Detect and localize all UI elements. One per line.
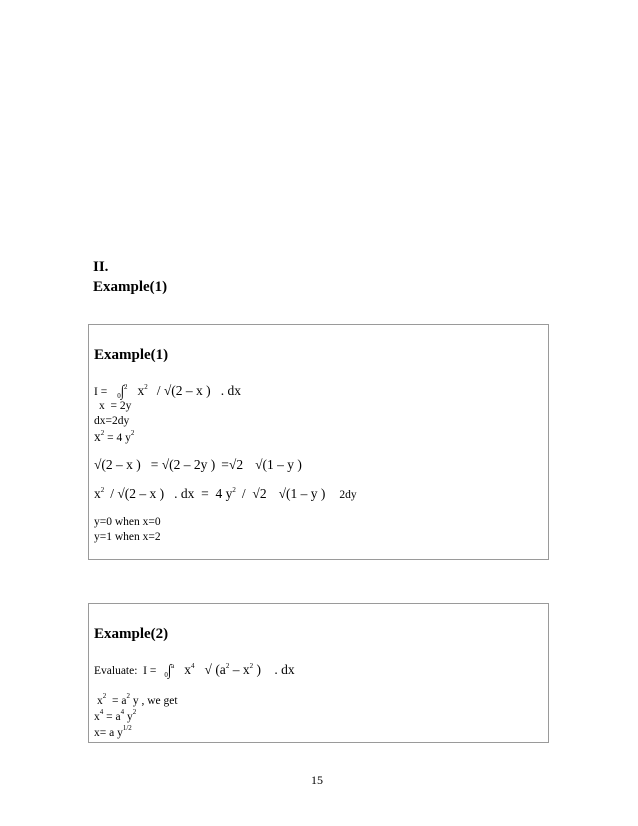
x-squared-line: $x^2 = 4$ $y^2$ — [94, 429, 135, 444]
evaluate-expression: Evaluate: I = $_0$∫$^a$ $x^4$ √ ($a^2 - x^2$ ) . dx — [94, 660, 295, 679]
differential-line: dx=2dy — [94, 415, 130, 427]
integral-sign: ∫ — [120, 381, 124, 400]
integral-expression: I = $_0$∫$^2$ $x^2 / √(2$ – x ) . dx — [94, 381, 242, 400]
example2-title: Example(2) — [94, 626, 169, 642]
section-numeral: II. — [93, 259, 109, 275]
integral-sign: ∫ — [167, 660, 172, 679]
x-fourth-line: $x^4 = a^4$ $y^2$ — [94, 708, 137, 723]
page-number: 15 — [311, 773, 323, 787]
substitution-line: x = 2y — [99, 400, 132, 412]
root-simplification-line: √(2 – x ) = √(2 – 2y ) =√2 √(1 – y ) — [94, 457, 302, 472]
substitution-line: $x^2 = a^2$ y , we get — [97, 692, 178, 707]
limit-line-1: y=0 when x=0 — [94, 516, 161, 528]
example2-box — [88, 603, 549, 743]
transformed-integrand-line: $x^2 / √(2$ – x ) . dx = 4 $y^2 / √2$ √(1 – y ) 2dy — [94, 486, 357, 501]
section-title: Example(1) — [93, 279, 168, 295]
x-root-line: x= a $y^{1/2}$ — [94, 724, 132, 739]
example1-box — [88, 324, 549, 560]
limit-line-2: y=1 when x=2 — [94, 531, 161, 543]
example1-title: Example(1) — [94, 347, 169, 363]
